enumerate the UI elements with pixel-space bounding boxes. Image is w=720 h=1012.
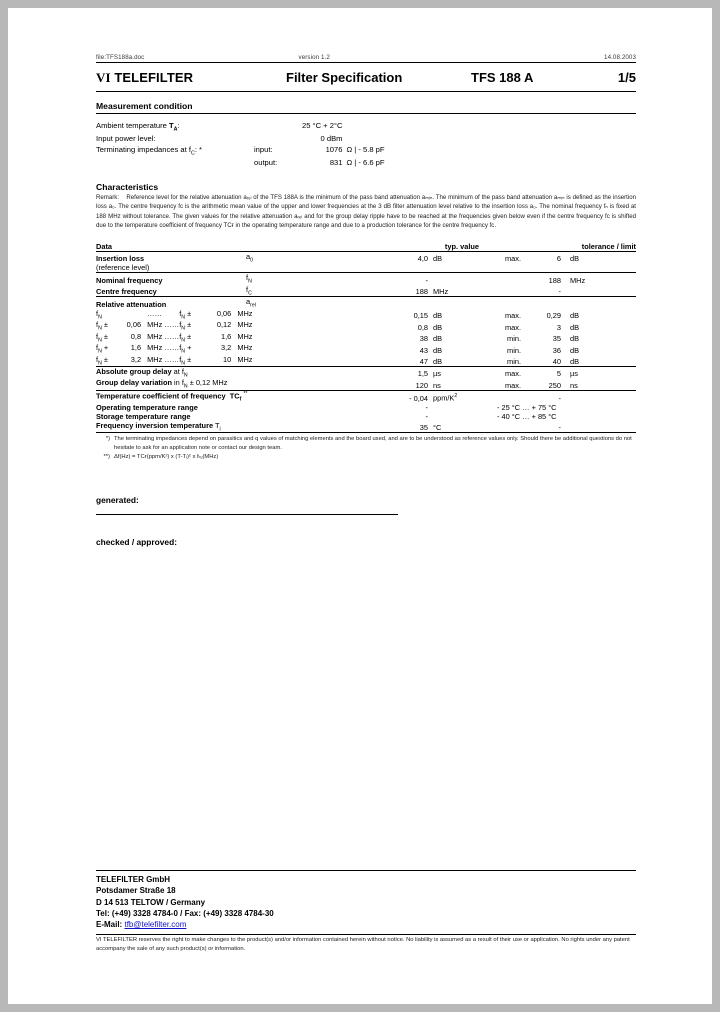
row-typ-value: - 0,04 <box>409 393 428 403</box>
row-typ-unit: MHz <box>428 285 479 297</box>
row-typ-value: 0,15 <box>413 311 428 321</box>
measurement-value: 831 <box>329 157 343 167</box>
part-number: TFS 188 A <box>471 70 534 85</box>
row-limit-prefix: max. <box>504 254 521 264</box>
document-body <box>96 54 636 547</box>
remark-text: Reference level for the relative attenuation aᵣₑₗ of the TFS 188A is the minimum of the pass band attenuation aₘᵢₙ. The minimum of the pass band attenuation aₘᵢₙ is defined as the insertion loss a₀. The centre frequency fᴄ is the arithmetic mean value of the upper and lower frequencies at the 3 dB filter attenuation level relative to the insertion loss a₀. The nominal frequency fₙ is fixed at 188 MHz without tolerance. The given values for the relative attenuation aᵣₑₗ and for the group delay ripple have to be reached at the frequencies given below even if the centre frequency fᴄ is shifted due to the temperature coefficient of frequency TCғ in the operating temperature range and due to a production tolerance for the centre frequency fᴄ. <box>96 194 636 230</box>
row-typ-unit: dB <box>428 355 479 367</box>
company-address <box>96 874 636 931</box>
row-symbol: $a_{rel}$ <box>246 297 256 309</box>
table-row-attenuation-band <box>96 320 636 331</box>
label-symbol: T <box>169 121 174 130</box>
measurement-label <box>96 145 254 158</box>
table-row-inversion-temperature <box>96 421 636 433</box>
row-typ-unit: ppm/$K^2$ <box>433 393 458 403</box>
table-row-attenuation-band <box>96 355 636 367</box>
table-row-insertion-loss-note <box>96 263 636 273</box>
row-typ-unit: µs <box>433 369 441 379</box>
signature-checked <box>96 537 636 547</box>
row-typ-value: 43 <box>419 345 428 355</box>
row-limit-value: 250 <box>521 378 561 390</box>
row-typ-unit: dB <box>433 345 443 355</box>
page-footer <box>96 870 636 954</box>
row-typ-unit: dB <box>433 254 443 264</box>
measurement-value: 1076 <box>325 144 343 154</box>
row-limit-value: 5 <box>556 369 561 379</box>
legal-disclaimer: VI TELEFILTER reserves the right to make changes to the product(s) and/or information contained herein without notice. No liability is assumed as a result of their use or application. No rights under any patent accompany the sale of any such product(s) or information. <box>96 937 630 952</box>
table-row-storage-temperature <box>96 412 636 421</box>
row-limit-value: - <box>521 285 561 297</box>
table-row-relative-attenuation-heading <box>96 297 636 309</box>
footnote-item <box>96 453 636 462</box>
remark-label: Remark: <box>96 194 120 202</box>
row-typ-value: 35 <box>386 421 428 433</box>
row-symbol: $a_0$ <box>246 251 254 264</box>
row-sublabel: (reference level) <box>96 263 246 273</box>
company-name: TELEFILTER GmbH <box>96 875 171 884</box>
row-typ-value: - <box>425 402 428 412</box>
row-label: Frequency inversion temperature $T_i$ <box>96 421 386 433</box>
measurement-condition-table <box>96 121 385 168</box>
header-date: 14.08.2003 <box>604 54 636 61</box>
row-label: Nominal frequency <box>96 275 163 285</box>
footnote-marker: **) <box>103 453 110 460</box>
footnotes <box>96 435 636 461</box>
row-typ-value: 4,0 <box>417 254 428 264</box>
row-limit-unit: ns <box>561 378 636 390</box>
brand-mark: VI <box>96 70 111 85</box>
measurement-value: 25 °C + 2°C <box>302 121 343 130</box>
footer-divider <box>96 870 636 871</box>
row-label: Operating temperature range <box>96 402 198 412</box>
measurement-row-terminating-input <box>96 145 385 158</box>
row-limit-prefix: max. <box>504 369 521 379</box>
table-row-operating-temperature <box>96 403 636 412</box>
label-text: Terminating impedances at f <box>96 144 191 154</box>
signature-label: generated: <box>96 495 139 506</box>
frequency-range: $f_N \pm 0,06$ MHz …… $f_N \pm 0,12$ MHz <box>96 320 253 332</box>
measurement-row-terminating-output <box>96 158 385 169</box>
frequency-range: $f_N + 1,6$ MHz …… $f_N + 3,2$ MHz <box>96 343 253 355</box>
signature-label: checked / approved: <box>96 537 177 548</box>
row-typ-value: 0,8 <box>417 322 428 332</box>
row-limit-value: - <box>558 393 561 403</box>
measurement-unit: Ω | - 5.8 pF <box>346 144 385 154</box>
specification-table <box>96 242 636 434</box>
row-limit-unit: dB <box>570 322 580 332</box>
row-typ-unit: dB <box>433 322 443 332</box>
email-link[interactable]: tfb@telefilter.com <box>124 920 187 930</box>
table-header-row <box>96 242 636 252</box>
row-limit-unit: µs <box>570 369 578 379</box>
row-typ-value: 120 <box>386 378 428 390</box>
row-label: Insertion loss <box>96 254 145 264</box>
row-limit-value: 3 <box>556 322 561 332</box>
company-phone: Tel: (+49) 3328 4784-0 / Fax: (+49) 3328 4784-30 <box>96 909 274 919</box>
row-typ-unit <box>428 273 479 285</box>
table-row-attenuation-band <box>96 332 636 343</box>
running-header <box>96 54 636 63</box>
row-typ-value: 1,5 <box>417 369 428 379</box>
row-limit-prefix: min. <box>507 345 521 355</box>
measurement-unit <box>342 121 384 134</box>
row-limit-unit <box>561 285 636 297</box>
row-label: Storage temperature range <box>96 411 191 421</box>
row-typ-value: - <box>425 411 428 421</box>
footnote-item <box>96 435 636 452</box>
frequency-range: $f_N \pm 0,8$ MHz …… $f_N \pm 1,6$ MHz <box>96 331 253 344</box>
table-row-nominal-frequency <box>96 273 636 285</box>
table-row-insertion-loss <box>96 251 636 263</box>
row-limit-prefix <box>479 273 521 285</box>
row-limit-value: 35 <box>552 334 561 344</box>
footnote-text: Δf(Hz) = TCғ(ppm/K²) x (T-Tᵢ)² x fₜᵤ(MHz) <box>114 453 219 460</box>
frequency-range: $f_N$ …… $f_N \pm 0,06$ MHz <box>96 308 253 321</box>
label-text: Ambient temperature <box>96 121 170 130</box>
label-subscript: A <box>173 126 178 133</box>
company-city: D 14 513 TELTOW / Germany <box>96 897 206 907</box>
measurement-port: input: <box>254 144 273 154</box>
row-limit-prefix: max. <box>479 378 521 390</box>
measurement-condition-heading: Measurement condition <box>96 101 636 114</box>
row-limit-prefix: max. <box>504 311 521 321</box>
row-limit-prefix: max. <box>504 322 521 332</box>
table-row-attenuation-band <box>96 309 636 320</box>
page-number: 1/5 <box>617 70 636 85</box>
label-subscript: C <box>190 150 195 157</box>
table-row-group-delay-variation <box>96 378 636 390</box>
row-label: Group delay variation in $f_N \pm 0,12$ MHz <box>96 378 386 390</box>
row-limit-unit: dB <box>570 334 580 344</box>
row-limit-value: 0,29 <box>546 311 561 321</box>
disclaimer-divider <box>96 934 636 935</box>
column-header-typ: typ. value <box>386 242 479 252</box>
row-symbol: $f_N$ <box>246 273 252 285</box>
brand-label: TELEFILTER <box>114 70 194 85</box>
company-email-row <box>96 919 636 930</box>
row-limit-value: 6 <box>556 254 561 264</box>
frequency-range: $f_N \pm 3,2$ MHz …… $f_N \pm 10$ MHz <box>96 355 386 367</box>
table-row-attenuation-band <box>96 343 636 354</box>
measurement-unit <box>342 134 384 145</box>
measurement-row-input-power <box>96 134 385 145</box>
measurement-label <box>96 121 254 134</box>
measurement-label <box>96 158 254 169</box>
header-version: version 1.2 <box>298 54 330 61</box>
email-label: E-Mail: <box>96 920 123 930</box>
company-street: Potsdamer Straße 18 <box>96 886 176 896</box>
measurement-port <box>254 134 302 145</box>
row-limit-prefix <box>479 285 521 297</box>
row-label: Temperature coefficient of frequency $TC_f$ ** <box>96 390 248 403</box>
row-typ-unit: dB <box>433 311 443 321</box>
document-page <box>8 8 712 1004</box>
measurement-label: Input power level: <box>96 134 156 144</box>
column-header-tolerance: tolerance / limit <box>479 242 636 252</box>
footnote-marker: *) <box>105 436 110 443</box>
table-row-absolute-group-delay <box>96 367 636 379</box>
row-typ-value: 47 <box>386 355 428 367</box>
row-limit-prefix: min. <box>479 355 521 367</box>
footnote-text: The terminating impedances depend on parasitics and q values of matching elements and the board used, and are to be understood as reference values only. Should there be additional questions do not hesitate to ask for an application note or contact our design team. <box>114 436 632 452</box>
table-row-centre-frequency <box>96 285 636 297</box>
measurement-row-ambient-temperature <box>96 121 385 134</box>
title-bar <box>96 70 636 92</box>
row-typ-unit: °C <box>428 421 479 433</box>
row-label: Relative attenuation <box>96 299 167 309</box>
brand-name <box>96 70 286 86</box>
row-limit-value: - 25 °C … + 75 °C <box>497 402 557 412</box>
row-limit-unit: MHz <box>570 275 586 285</box>
page-title: Filter Specification <box>286 70 403 85</box>
row-limit-value: 40 <box>521 355 561 367</box>
measurement-port: output: <box>254 157 278 167</box>
column-header-data: Data <box>96 242 246 252</box>
label-suffix: : * <box>194 144 203 154</box>
row-label: Absolute group delay at $f_N$ <box>96 367 188 379</box>
header-file-name: file:TFS188a.doc <box>96 54 145 61</box>
row-symbol: $f_C$ <box>246 285 306 297</box>
signature-line <box>96 505 398 515</box>
characteristics-remark <box>96 193 636 231</box>
row-typ-value: - <box>425 275 428 285</box>
row-limit-unit: dB <box>561 355 636 367</box>
signature-generated <box>96 495 636 515</box>
row-limit-value: 36 <box>552 345 561 355</box>
table-row-temperature-coefficient <box>96 390 636 402</box>
footnote-marker: ** <box>243 390 248 397</box>
row-limit-value: - <box>521 421 561 433</box>
row-typ-value: 188 <box>386 285 428 297</box>
row-limit-prefix: min. <box>507 334 521 344</box>
measurement-unit: Ω | - 6.6 pF <box>346 157 385 167</box>
row-limit-unit: dB <box>570 311 580 321</box>
row-typ-unit: dB <box>433 334 443 344</box>
measurement-value: 0 dBm <box>320 134 343 144</box>
characteristics-heading: Characteristics <box>96 182 159 193</box>
row-label: Centre frequency <box>96 285 246 297</box>
row-limit-value: 188 <box>548 275 561 285</box>
row-typ-value: 38 <box>419 334 428 344</box>
row-typ-unit: ns <box>428 378 479 390</box>
label-suffix: : <box>177 121 180 130</box>
row-limit-unit: dB <box>570 254 580 264</box>
row-limit-unit: dB <box>570 345 580 355</box>
row-limit-value: - 40 °C … + 85 °C <box>497 411 557 421</box>
measurement-port <box>254 121 302 134</box>
